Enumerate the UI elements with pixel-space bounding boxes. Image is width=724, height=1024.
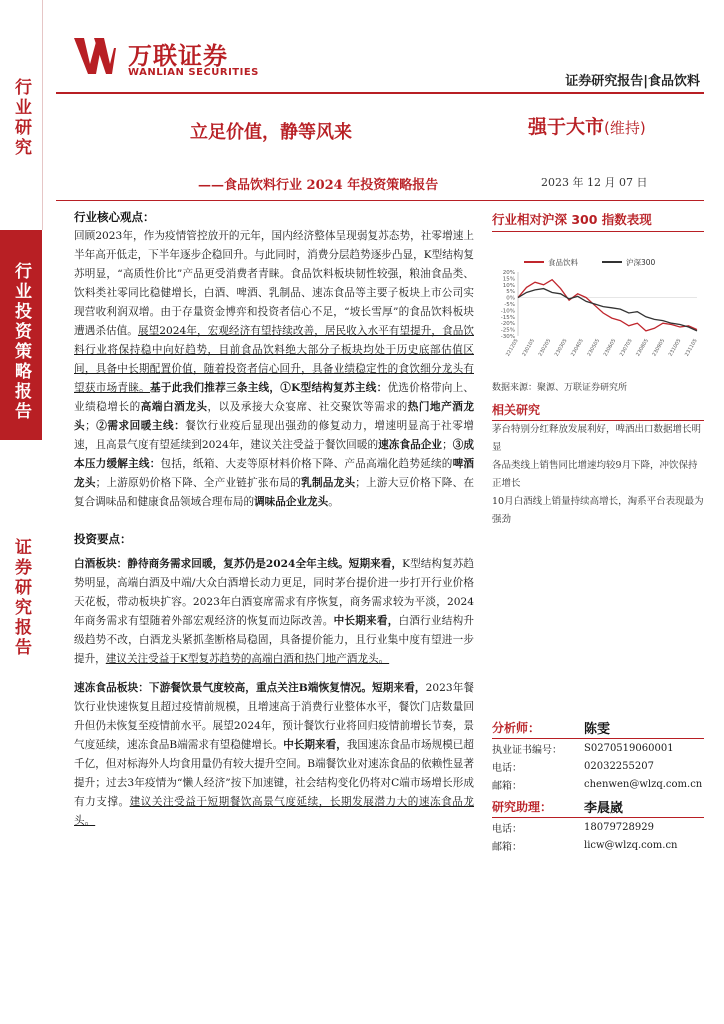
related-list [492,421,704,529]
x-tick-label: 230405 [570,338,585,358]
logo-en: WANLIAN SECURITIES [128,67,259,78]
core-text: ；上游大豆价格下降、在复合调味品和健康食品领域合理布局的 [74,477,475,508]
related-title: 相关研究 [492,401,704,421]
asst-mail-value[interactable]: licw@wlzq.com.cn [584,839,678,851]
frozen-lead: 速冻食品板块：下游餐饮景气度较高，重点关注B端恢复情况。短期来看， [74,682,426,694]
asst-tel-label: 电话： [492,823,522,835]
core-p2-lead: 基于此我们推荐三条主线，①K型结构复苏主线： [150,382,388,394]
core-text: ； [442,439,453,451]
frozen-bold: 中长期来看， [283,739,347,751]
analyst-label: 分析师： [492,720,541,735]
assistant-name: 李晨崴 [584,800,624,816]
x-tick-label: 230805 [635,338,650,358]
y-tick-label: -25% [500,327,515,334]
tel-value: 02032255207 [584,760,654,772]
cert-value: S0270519060001 [584,742,674,754]
sidebar [0,0,42,1024]
sidebar-mid-text: 行业投资策略报告 [11,262,31,422]
core-text: 。 [328,496,339,508]
x-tick-label: 231105 [683,338,699,358]
core-bold: 热门地产酒龙头 [74,401,475,432]
report-category: 证券研究报告|食品饮料 [565,74,700,89]
related-item[interactable]: 各品类线上销售同比增速均较9月下降，冲饮保持正增长 [492,460,698,489]
core-heading: 行业核心观点： [74,210,155,224]
baijiu-lead: 白酒板块：静待商务需求回暖，复苏仍是2024全年主线。短期来看， [74,558,403,570]
title-divider [56,200,704,201]
frozen-underline: 建议关注受益于短期餐饮高景气度延续，长期发展潜力大的速冻食品龙头。 [74,796,475,827]
y-tick-label: 20% [502,270,515,276]
x-tick-label: 230505 [586,338,602,358]
baijiu-bold: 中长期来看， [333,615,399,627]
asst-tel-value: 18079728929 [584,821,654,833]
legend-label: 沪深300 [626,258,656,267]
chart-title: 行业相对沪深 300 指数表现 [492,210,704,232]
header-divider [56,92,704,94]
y-tick-label: -5% [504,302,515,308]
baijiu-text: K型结构复苏趋势明显，高端白酒及中端/大众白酒增长动力更足，同时茅台提价进一步打开行业价格天花板，带动板块扩容。2023年白酒宴席需求有序恢复，商务需求较为平淡，2024年商务需求有望随着外部宏观经济的恢复而边际改善。 [74,558,474,627]
assistant-label: 研究助理： [492,799,553,814]
core-text: 餐饮行业疫后显现出强劲的修复动力，增速明显高于社零增速，且高景气度有望延续到2024年，建议关注受益于餐饮回暖的 [74,420,475,451]
core-bold: 啤酒龙头 [74,458,475,489]
logo-cn: 万联证券 [128,42,228,70]
core-paragraph [74,227,474,512]
wanlian-logo-icon [72,34,116,82]
related-item[interactable]: 茅台特别分红释放发展利好，啤酒出口数据增长明显 [492,424,702,453]
core-bold: 调味品企业龙头 [254,496,329,508]
core-bold: ②需求回暖主线： [95,420,186,432]
rating [528,112,646,139]
core-bold: 高端白酒龙头 [140,401,208,413]
frozen-text: 2023年餐饮行业快速恢复且超过疫情前规模，且增速高于消费行业整体水平，餐饮门店数量回升但仍未恢复至疫情前水平。展望2024年，预计餐饮行业将回归疫情前增长节奏，景气度延续，速冻食品B端需求有望稳健增长。 [74,682,474,751]
core-p1-underline: 展望2024年，宏观经济有望持续改善，居民收入水平有望提升，食品饮料行业将保持稳中向好趋势，目前食品饮料绝大部分子板块均处于历史底部估值区间，具备中长期配置价值，随着投资者信心回升，具备业绩稳定性的食饮细分龙头有望获市场青睐。 [74,325,474,394]
core-text: 优选价格带向上、业绩稳增长的 [74,382,475,413]
report-date: 2023 年 12 月 07 日 [541,176,648,189]
baijiu-text2: 白酒行业结构升级趋势不改，白酒龙头紧抓垄断格局稳固，具备提价能力，且行业集中度有望进一步提升， [74,615,475,665]
core-bold: 乳制品龙头 [301,477,356,489]
core-bold: 速冻食品企业 [378,439,443,451]
frozen-text2: 我国速冻食品市场规模已超千亿，但对标海外人均食用量仍有较大提升空间。B端餐饮业对速冻食品的依赖性显著提升；过去3年疫情为“懒人经济”按下加速键，社会结构变化仍将对C端市场增长形成有力支撑。 [74,739,475,808]
core-text: ，以及承接大众宴席、社交聚饮等需求的 [207,401,408,413]
performance-chart [492,232,704,372]
baijiu-paragraph [74,555,474,669]
analyst-name: 陈雯 [584,721,611,737]
x-tick-label: 230705 [618,338,634,358]
invest-heading: 投资要点： [74,532,132,546]
tel-label: 电话： [492,762,522,774]
frozen-paragraph [74,679,474,831]
y-tick-label: 10% [502,282,515,289]
asst-mail-label: 邮箱： [492,841,522,853]
sidebar-top-text: 行业研究 [11,78,31,158]
legend-label: 食品饮料 [548,258,578,267]
y-tick-label: -30% [500,334,515,340]
x-tick-label: 230905 [651,338,667,358]
main-content [74,208,474,831]
y-tick-label: -15% [500,314,515,321]
sidebar-bottom-text: 证券研究报告 [11,538,31,658]
x-tick-label: 221205 [504,338,520,358]
right-column [492,210,704,529]
y-tick-label: -10% [500,308,515,315]
core-bold: ③成本压力缓解主线： [74,439,475,470]
x-tick-label: 230605 [602,338,618,358]
y-tick-label: 0% [506,295,515,302]
y-tick-label: 5% [506,289,515,296]
report-title: 立足价值，静等风来 [190,122,352,143]
x-tick-label: 230305 [553,338,569,358]
rating-sub: (维持) [604,119,646,137]
core-text: 包括，纸箱、大麦等原材料价格下降、产品高端化趋势延续的 [160,458,453,470]
rating-main: 强于大市 [528,116,605,138]
y-tick-label: -20% [500,321,515,328]
y-tick-label: 15% [502,276,515,283]
analyst-block [492,718,704,854]
core-text: ； [85,420,96,432]
x-tick-label: 230205 [537,338,553,358]
mail-label: 邮箱： [492,780,522,792]
mail-value[interactable]: chenwen@wlzq.com.cn [584,778,703,790]
baijiu-underline: 建议关注受益于K型复苏趋势的高端白酒和热门地产酒龙头。 [105,653,390,665]
x-tick-label: 230105 [521,338,537,358]
cert-label: 执业证书编号： [492,744,562,756]
core-p1: 回顾2023年，作为疫情管控放开的元年，国内经济整体呈现弱复苏态势，社零增速上半年高开低走，下半年逐步企稳回升。与此同时，消费分层趋势逐步凸显，K型结构复苏明显，“高质性价比”产品更受消费者青睐。食品饮料板块韧性较强，粮油食品类、饮料类社零同比稳健增长，白酒、啤酒、乳制品、速冻食品等主要子板块上市公司实现营收利润双增。由于存量资金博弈和投资者信心不足，“坡长雪厚”的食品饮料板块遭遇杀估值。 [74,230,474,337]
report-subtitle: ——食品饮料行业 2024 年投资策略报告 [198,178,439,193]
related-item[interactable]: 10月白酒线上销量持续高增长，淘系平台表现最为强劲 [492,496,704,525]
x-tick-label: 231005 [667,338,683,358]
core-text: ；上游原奶价格下降、全产业链扩张布局的 [95,477,302,489]
chart-source: 数据来源：聚源、万联证券研究所 [492,383,628,393]
